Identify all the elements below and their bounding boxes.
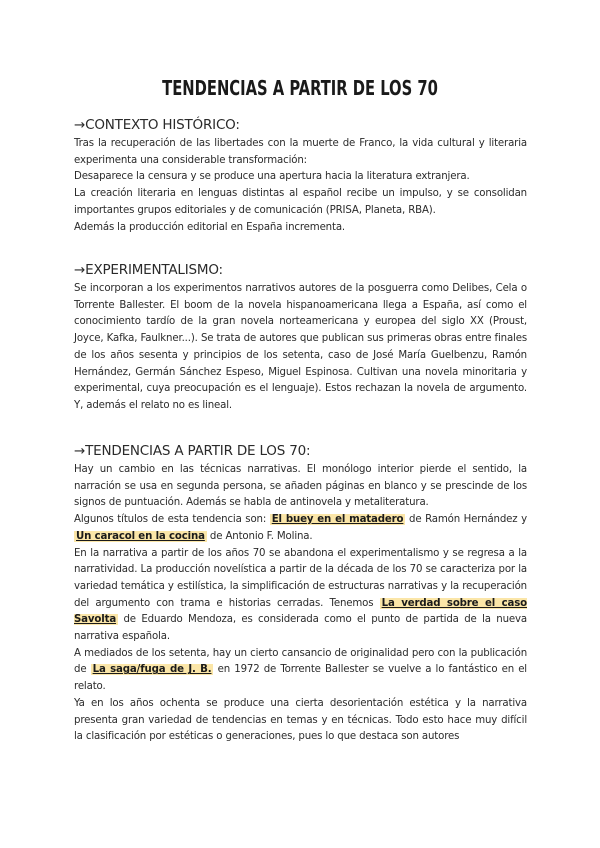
section-heading-contexto: →CONTEXTO HISTÓRICO: bbox=[74, 117, 240, 133]
text-run: de Antonio F. Molina. bbox=[206, 530, 313, 542]
text-run: en 1972 de Torrente Ballester se vuelve a lo fantástico en el relato. bbox=[74, 664, 527, 693]
paragraph bbox=[74, 546, 527, 646]
text-run: de Ramón Hernández y bbox=[405, 514, 527, 526]
highlighted-title: La verdad sobre el caso Savolta bbox=[74, 597, 527, 626]
page-title: TENDENCIAS A PARTIR DE LOS 70 bbox=[162, 76, 438, 100]
paragraph: La creación literaria en lenguas distintas al español recibe un impulso, y se consolidan importantes grupos editoriales y de comunicación (PRISA, Planeta, RBA). bbox=[74, 188, 527, 216]
section-heading-experimentalismo: →EXPERIMENTALISMO: bbox=[74, 262, 223, 278]
section-body-experimentalismo bbox=[74, 281, 527, 415]
paragraph: Tras la recuperación de las libertades con la muerte de Franco, la vida cultural y literaria experimenta una considerable transformación: bbox=[74, 138, 527, 166]
text-run: A mediados de los setenta, hay un cierto cansancio de originalidad pero con la publicación de bbox=[74, 647, 527, 676]
highlighted-title: Un caracol en la cocina bbox=[76, 530, 205, 542]
text-run: de Eduardo Mendoza, es considerada como el punto de partida de la nueva narrativa española. bbox=[74, 614, 527, 643]
highlighted-title: La saga/fuga de J. B. bbox=[92, 664, 212, 676]
section-body-tendencias bbox=[74, 462, 527, 746]
highlighted-title: El buey en el matadero bbox=[271, 514, 404, 526]
text-run: En la narrativa a partir de los años 70 se abandona el experimentalismo y se regresa a la narratividad. La producción novelística a partir de la década de los 70 se caracteriza por la variedad temática y estilística, la simplificación de estructuras narrativas y la recuperación del argumento con trama e historias cerradas. Tenemos bbox=[74, 547, 527, 609]
paragraph: Desaparece la censura y se produce una apertura hacia la literatura extranjera. bbox=[74, 171, 470, 183]
paragraph: Se incorporan a los experimentos narrativos autores de la posguerra como Delibes, Cela o Torrente Ballester. El boom de la novela hispanoamericana llega a España, así como el conocimiento tardío de la gran novela norteamericana y europea del siglo XX (Proust, Joyce, Kafka, Faulkner...). Se trata de autores que publican sus primeras obras entre finales de los años sesenta y principios de los setenta, caso de José María Guelbenzu, Ramón Hernández, Germán Sánchez Espeso, Miguel Espinosa. Cultivan una novela minoritaria y experimental, cuya preocupación es el lenguaje). Estos rechazan la novela de argumento. Y, además el relato no es lineal. bbox=[74, 283, 527, 411]
text-run: Algunos títulos de esta tendencia son: bbox=[74, 514, 270, 526]
section-body-contexto bbox=[74, 136, 527, 236]
paragraph bbox=[74, 646, 527, 696]
paragraph: Hay un cambio en las técnicas narrativas. El monólogo interior pierde el sentido, la narración se usa en segunda persona, se añaden páginas en blanco y se prescinde de los signos de puntuación. Además se habla de antinovela y metaliteratura. bbox=[74, 464, 527, 509]
paragraph: Ya en los años ochenta se produce una cierta desorientación estética y la narrativa presenta gran variedad de tendencias en temas y en técnicas. Todo esto hace muy difícil la clasificación por estéticas o generaciones, pues lo que destaca son autores bbox=[74, 697, 527, 743]
section-heading-tendencias: →TENDENCIAS A PARTIR DE LOS 70: bbox=[74, 443, 311, 459]
paragraph bbox=[74, 512, 527, 545]
paragraph: Además la producción editorial en España incrementa. bbox=[74, 221, 346, 233]
